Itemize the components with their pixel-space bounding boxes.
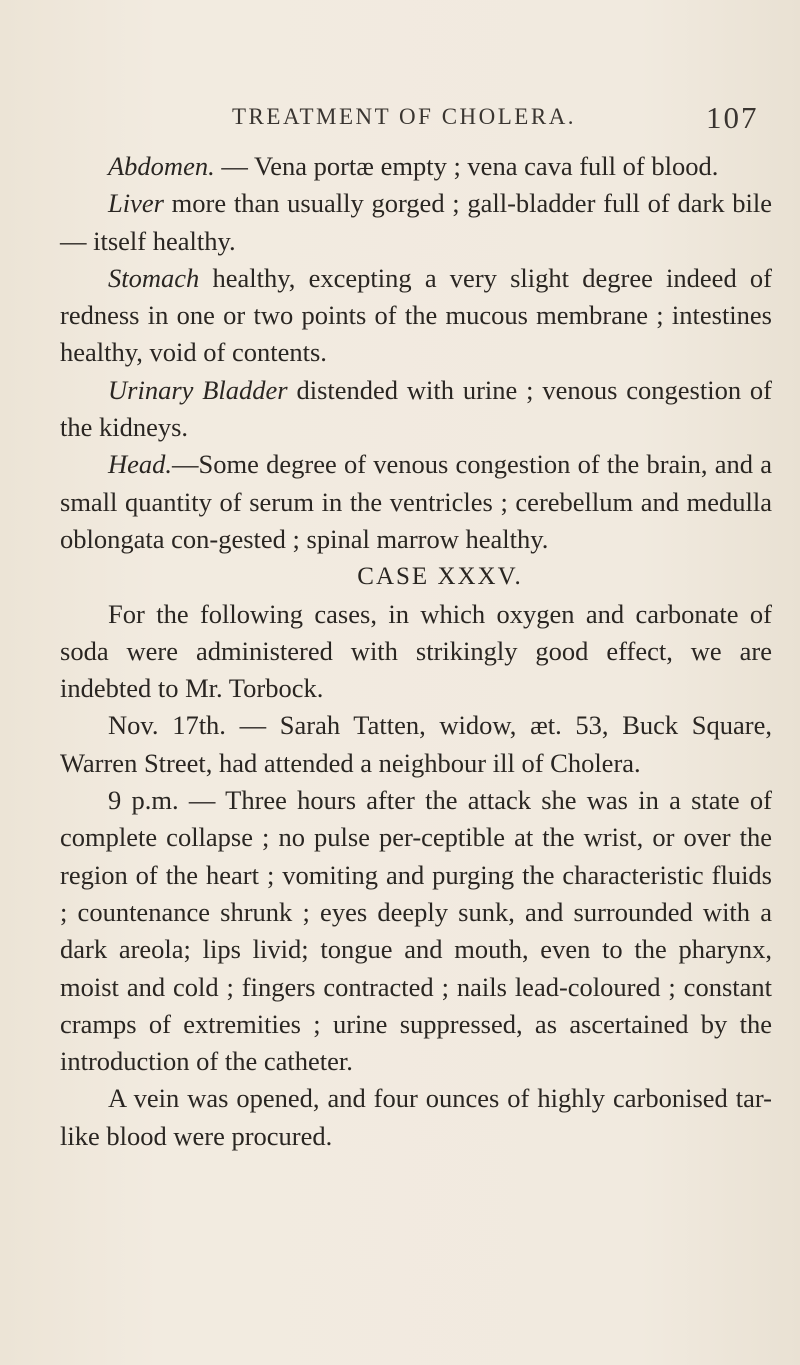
case-heading: CASE XXXV. (357, 563, 523, 591)
case-paragraph-patient: Nov. 17th. — Sarah Tatten, widow, æt. 53, Buck Square, Warren Street, had attended a neighbour ill of Cholera. (60, 710, 772, 778)
organ-heading: Urinary Bladder (108, 374, 288, 405)
paragraph-text: healthy, excepting a very slight degree indeed of redness in one or two points of the mucous membrane ; intestines healthy, void of contents. (60, 262, 772, 368)
autopsy-paragraph-liver (60, 185, 772, 260)
page-body (60, 148, 772, 1155)
case-paragraph-treatment: A vein was opened, and four ounces of highly carbonised tar-like blood were procured. (60, 1083, 772, 1151)
running-title: TREATMENT OF CHOLERA. (232, 104, 577, 129)
running-head (0, 100, 800, 144)
page-number: 107 (706, 100, 759, 135)
paragraph-text: —Some degree of venous congestion of the brain, and a small quantity of serum in the ventricles ; cerebellum and medulla oblongata con-gested ; spinal marrow healthy. (60, 449, 772, 554)
organ-heading: Stomach (108, 262, 200, 293)
case-paragraph-intro: For the following cases, in which oxygen and carbonate of soda were administered with strikingly good effect, we are indebted to Mr. Torbock. (60, 598, 772, 704)
organ-heading: Abdomen. (108, 151, 215, 181)
paragraph-text: more than usually gorged ; gall-bladder full of dark bile — itself healthy. (60, 188, 772, 256)
autopsy-paragraph-abdomen (60, 148, 772, 185)
organ-heading: Head. (108, 449, 173, 480)
autopsy-paragraph-head (60, 446, 772, 558)
autopsy-paragraph-stomach (60, 260, 772, 372)
organ-heading: Liver (108, 188, 164, 219)
paragraph-text: distended with urine ; venous congestion of the kidneys. (60, 374, 773, 443)
autopsy-paragraph-bladder (60, 372, 772, 447)
paragraph-text: — Vena portæ empty ; vena cava full of blood. (214, 151, 719, 181)
case-paragraph-symptoms: 9 p.m. — Three hours after the attack she was in a state of complete collapse ; no pulse per-ceptible at the wrist, or over the region of the heart ; vomiting and purging the characteristic fluids ; countenance shrunk ; eyes deeply sunk, and surrounded with a dark areola; lips livid; tongue and mouth, even to the pharynx, moist and cold ; fingers contracted ; nails lead-coloured ; constant cramps of extremities ; urine suppressed, as ascertained by the introduction of the catheter. (60, 785, 772, 1077)
